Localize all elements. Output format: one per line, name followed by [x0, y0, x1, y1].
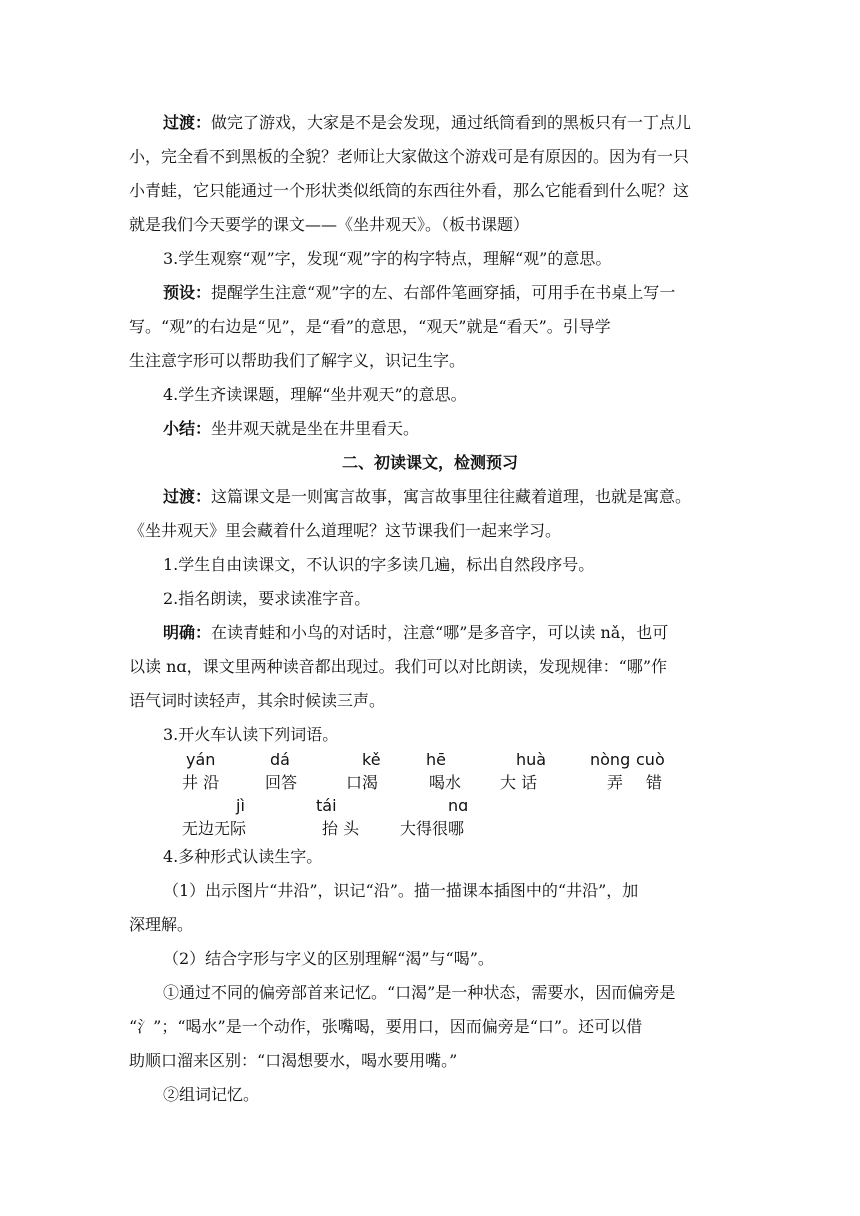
paragraph-transition-1-line-1	[163, 110, 691, 133]
paragraph-preset-line-2: 写。“观”的右边是“见”，是“看”的意思，“观天”就是“看天”。引导学	[129, 317, 611, 336]
pinyin: jì	[236, 796, 245, 815]
point-1-line-3: 助顺口溜来区别：“口渴想要水，喝水要用嘴。”	[129, 1051, 458, 1070]
text: 做完了游戏，大家是不是会发现，通过纸筒看到的黑板只有一丁点儿	[211, 113, 692, 132]
paragraph-transition-2-line-1	[163, 484, 691, 507]
paragraph-clarify-line-2: 以读 nɑ，课文里两种读音都出现过。我们可以对比朗读，发现规律：“哪”作	[129, 657, 667, 676]
word: 无边无际	[182, 819, 247, 838]
text: 这篇课文是一则寓言故事，寓言故事里往往藏着道理，也就是寓意。	[211, 487, 692, 506]
word: 井 沿	[182, 773, 220, 792]
label-summary: 小结：	[163, 419, 212, 438]
paragraph-transition-1-line-4: 就是我们今天要学的课文——《坐井观天》。（板书课题）	[129, 215, 530, 234]
point-1-line-1: ①通过不同的偏旁部首来记忆。“口渴”是一种状态，需要水，因而偏旁是	[163, 983, 676, 1002]
paragraph-clarify-line-1	[163, 620, 668, 643]
label-preset: 预设：	[163, 283, 212, 302]
label-clarify: 明确：	[163, 623, 212, 642]
point-1-line-2: “氵”；“喝水”是一个动作，张嘴喝，要用口，因而偏旁是“口”。还可以借	[129, 1017, 643, 1036]
pinyin: hē	[426, 750, 446, 769]
paragraph-transition-2-line-2: 《坐井观天》里会藏着什么道理呢？这节课我们一起来学习。	[129, 521, 562, 540]
item-3-train-read: 3.开火车认读下列词语。	[163, 725, 339, 744]
item-3-observe: 3.学生观察“观”字，发现“观”字的构字特点，理解“观”的意思。	[163, 249, 612, 268]
text: 坐井观天就是坐在井里看天。	[211, 419, 420, 438]
item-2-read-aloud: 2.指名朗读，要求读准字音。	[163, 589, 371, 608]
word: 大得很哪	[400, 819, 465, 838]
word: 喝水	[429, 773, 462, 792]
pinyin: yán	[186, 750, 216, 769]
sub-item-2: （2）结合字形与字义的区别理解“渴”与“喝”。	[163, 949, 494, 968]
word: 抬 头	[322, 819, 360, 838]
word: 口渴	[346, 773, 379, 792]
pinyin: dá	[270, 750, 290, 769]
sub-item-1-line-2: 深理解。	[129, 915, 194, 934]
paragraph-transition-1-line-2: 小，完全看不到黑板的全貌？老师让大家做这个游戏可是有原因的。因为有一只	[129, 147, 690, 166]
section-heading-2: 二、初读课文，检测预习	[341, 453, 518, 472]
paragraph-summary	[163, 416, 419, 439]
item-4-recognize: 4.多种形式认读生字。	[163, 847, 323, 866]
paragraph-preset-line-1	[163, 280, 675, 303]
paragraph-preset-line-3: 生注意字形可以帮助我们了解字义，识记生字。	[129, 351, 466, 370]
word: 大 话	[500, 773, 538, 792]
sub-item-1-line-1: （1）出示图片“井沿”，识记“沿”。描一描课本插图中的“井沿”，加	[163, 881, 639, 900]
pinyin: tái	[316, 796, 337, 815]
text: 提醒学生注意“观”字的左、右部件笔画穿插，可用手在书桌上写一	[211, 283, 676, 302]
pinyin: cuò	[636, 750, 665, 769]
pinyin: nòng	[590, 750, 631, 769]
paragraph-clarify-line-3: 语气词时读轻声，其余时候读三声。	[129, 691, 386, 710]
point-2: ②组词记忆。	[163, 1085, 260, 1104]
pinyin: kě	[362, 750, 381, 769]
word: 错	[646, 773, 663, 792]
word: 弄	[607, 773, 624, 792]
pinyin: huà	[516, 750, 547, 769]
pinyin: nɑ	[448, 796, 469, 815]
label-transition: 过渡：	[163, 487, 212, 506]
label-transition: 过渡：	[163, 113, 212, 132]
item-1-free-read: 1.学生自由读课文，不认识的字多读几遍，标出自然段序号。	[163, 555, 595, 574]
text: 在读青蛙和小鸟的对话时，注意“哪”是多音字，可以读 nǎ，也可	[211, 623, 669, 642]
word: 回答	[265, 773, 298, 792]
item-4-read-title: 4.学生齐读课题，理解“坐井观天”的意思。	[163, 385, 467, 404]
paragraph-transition-1-line-3: 小青蛙，它只能通过一个形状类似纸筒的东西往外看，那么它能看到什么呢？这	[129, 181, 690, 200]
